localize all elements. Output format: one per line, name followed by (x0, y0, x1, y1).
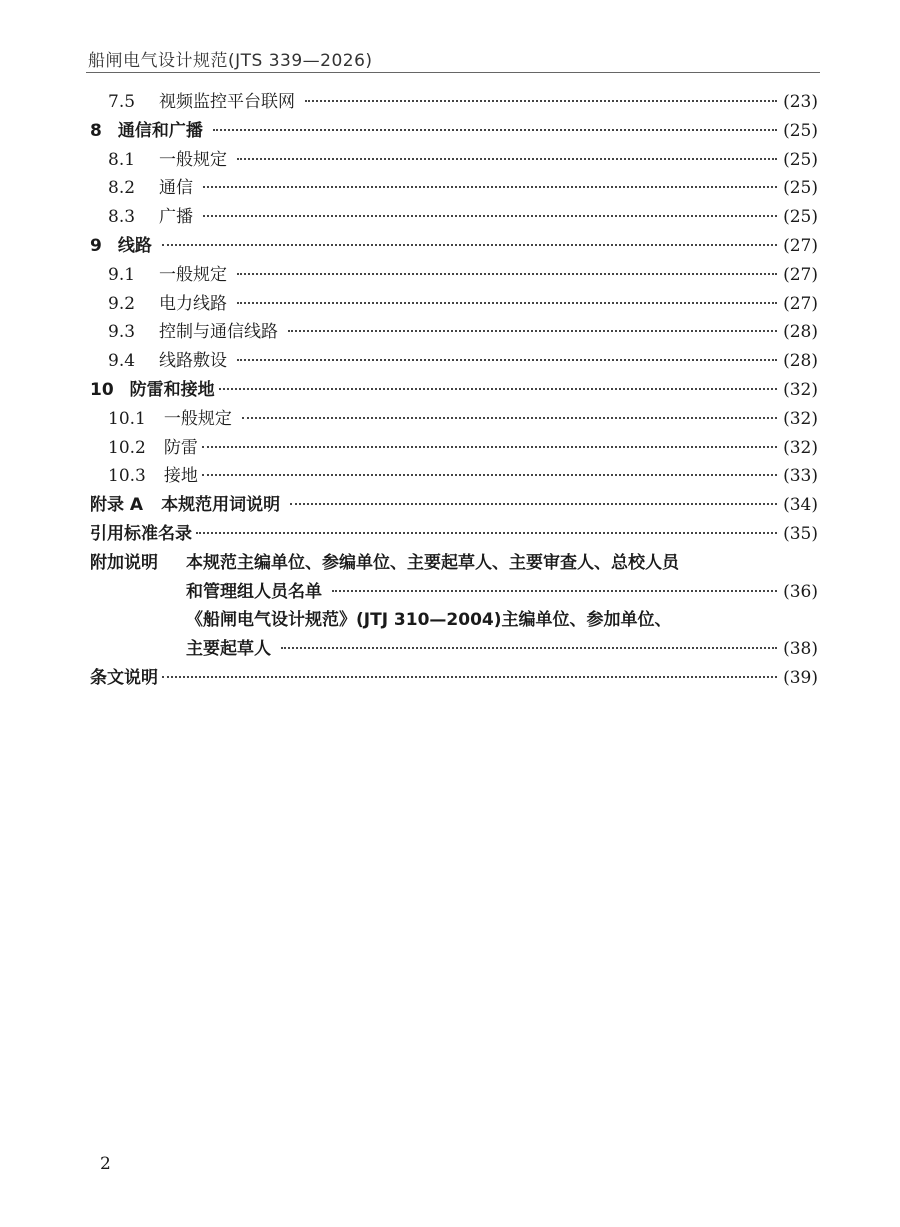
toc-entry-title: 广播 (159, 207, 194, 228)
dot-leader (196, 532, 777, 534)
appendix-note-line: 主要起草人 (186, 639, 271, 660)
toc-entry-page: (36) (783, 581, 818, 602)
toc-entry-appendix-note[interactable] (90, 635, 818, 664)
toc-entry-number: 8.2 (108, 178, 136, 199)
toc-entry-page: (27) (783, 264, 818, 285)
toc-entry-title: 线路敷设 (159, 351, 228, 372)
toc-entry-title: 防雷 (163, 437, 198, 458)
toc-entry[interactable] (90, 376, 818, 405)
dot-leader (202, 474, 777, 476)
toc-entry-page: (23) (783, 92, 818, 112)
toc-entry-page: (38) (783, 639, 818, 660)
toc-entry[interactable] (90, 664, 818, 693)
dot-leader (162, 676, 777, 678)
toc-entry-page: (25) (783, 207, 818, 228)
toc-entry-number: 9 (90, 235, 102, 256)
toc-entry-number: 附录 A (90, 495, 144, 516)
toc-entry-page: (35) (783, 523, 818, 544)
toc-entry-title: 通信和广播 (117, 120, 203, 141)
toc-entry-page: (27) (783, 235, 818, 256)
toc-entry-appendix-note[interactable] (90, 606, 818, 635)
toc-entry-page: (39) (783, 667, 818, 688)
toc-entry-page: (28) (783, 351, 818, 372)
toc-entry-title: 一般规定 (159, 264, 228, 285)
toc-entry-number: 10.3 (108, 466, 146, 487)
toc-entry-title: 条文说明 (90, 667, 158, 688)
appendix-note-line: 《船闸电气设计规范》(JTJ 310—2004)主编单位、参加单位、 (186, 610, 672, 631)
toc-entry-title: 视频监控平台联网 (159, 92, 296, 112)
toc-entry-number: 9.4 (108, 351, 136, 372)
toc-entry[interactable] (90, 88, 818, 117)
toc-entry[interactable] (90, 261, 818, 290)
page-number: 2 (100, 1154, 111, 1174)
toc-entry-page: (25) (783, 149, 818, 170)
toc-entry[interactable] (90, 405, 818, 434)
table-of-contents (90, 88, 818, 693)
dot-leader (219, 388, 777, 390)
toc-entry[interactable] (90, 520, 818, 549)
appendix-note-label: 附加说明 (90, 552, 158, 573)
toc-entry[interactable] (90, 290, 818, 319)
toc-entry-title: 电力线路 (159, 293, 228, 314)
toc-entry-title: 引用标准名录 (90, 523, 192, 544)
running-header: 船闸电气设计规范(JTS 339—2026) (88, 51, 373, 71)
toc-entry-page: (32) (783, 408, 818, 429)
dot-leader (281, 647, 777, 649)
toc-entry-number: 8 (90, 120, 102, 141)
toc-entry-page: (25) (783, 178, 818, 199)
dot-leader (237, 158, 777, 160)
toc-entry-title: 防雷和接地 (129, 379, 215, 400)
toc-entry-number: 8.3 (108, 207, 136, 228)
toc-entry-title: 线路 (117, 235, 152, 256)
toc-entry-title: 控制与通信线路 (159, 322, 279, 343)
header-rule (86, 72, 820, 73)
toc-entry-page: (32) (783, 379, 818, 400)
toc-entry[interactable] (90, 203, 818, 232)
dot-leader (162, 244, 777, 246)
toc-entry-title: 通信 (159, 178, 194, 199)
dot-leader (332, 590, 777, 592)
toc-entry-page: (28) (783, 322, 818, 343)
dot-leader (203, 186, 777, 188)
toc-entry[interactable] (90, 434, 818, 463)
toc-entry-number: 9.1 (108, 264, 136, 285)
dot-leader (305, 100, 777, 102)
toc-entry-title: 本规范用词说明 (161, 495, 281, 516)
toc-entry-number: 7.5 (108, 92, 136, 112)
appendix-note-line: 和管理组人员名单 (186, 581, 322, 602)
dot-leader (237, 359, 777, 361)
toc-entry-number: 10.1 (108, 408, 146, 429)
dot-leader (237, 273, 777, 275)
toc-entry[interactable] (90, 232, 818, 261)
toc-entry-title: 一般规定 (159, 149, 228, 170)
toc-entry-appendix-note[interactable] (90, 549, 818, 578)
toc-entry-appendix-note[interactable] (90, 578, 818, 607)
toc-entry-page: (34) (783, 495, 818, 516)
toc-entry[interactable] (90, 347, 818, 376)
toc-entry[interactable] (90, 491, 818, 520)
dot-leader (202, 446, 777, 448)
dot-leader (242, 417, 777, 419)
dot-leader (203, 215, 777, 217)
dot-leader (290, 503, 777, 505)
toc-entry-title: 一般规定 (163, 408, 232, 429)
toc-entry-number: 10 (90, 379, 114, 400)
appendix-note-line: 本规范主编单位、参编单位、主要起草人、主要审查人、总校人员 (186, 552, 679, 573)
toc-entry-page: (32) (783, 437, 818, 458)
toc-entry-number: 9.3 (108, 322, 136, 343)
toc-entry-page: (27) (783, 293, 818, 314)
toc-entry-title: 接地 (163, 466, 198, 487)
toc-entry[interactable] (90, 318, 818, 347)
toc-entry-page: (33) (783, 466, 818, 487)
toc-entry[interactable] (90, 146, 818, 175)
toc-entry[interactable] (90, 117, 818, 146)
toc-entry[interactable] (90, 174, 818, 203)
toc-entry[interactable] (90, 462, 818, 491)
toc-entry-number: 9.2 (108, 293, 136, 314)
dot-leader (213, 129, 777, 131)
dot-leader (288, 330, 777, 332)
toc-entry-number: 10.2 (108, 437, 146, 458)
toc-entry-page: (25) (783, 120, 818, 141)
dot-leader (237, 302, 777, 304)
toc-entry-number: 8.1 (108, 149, 136, 170)
